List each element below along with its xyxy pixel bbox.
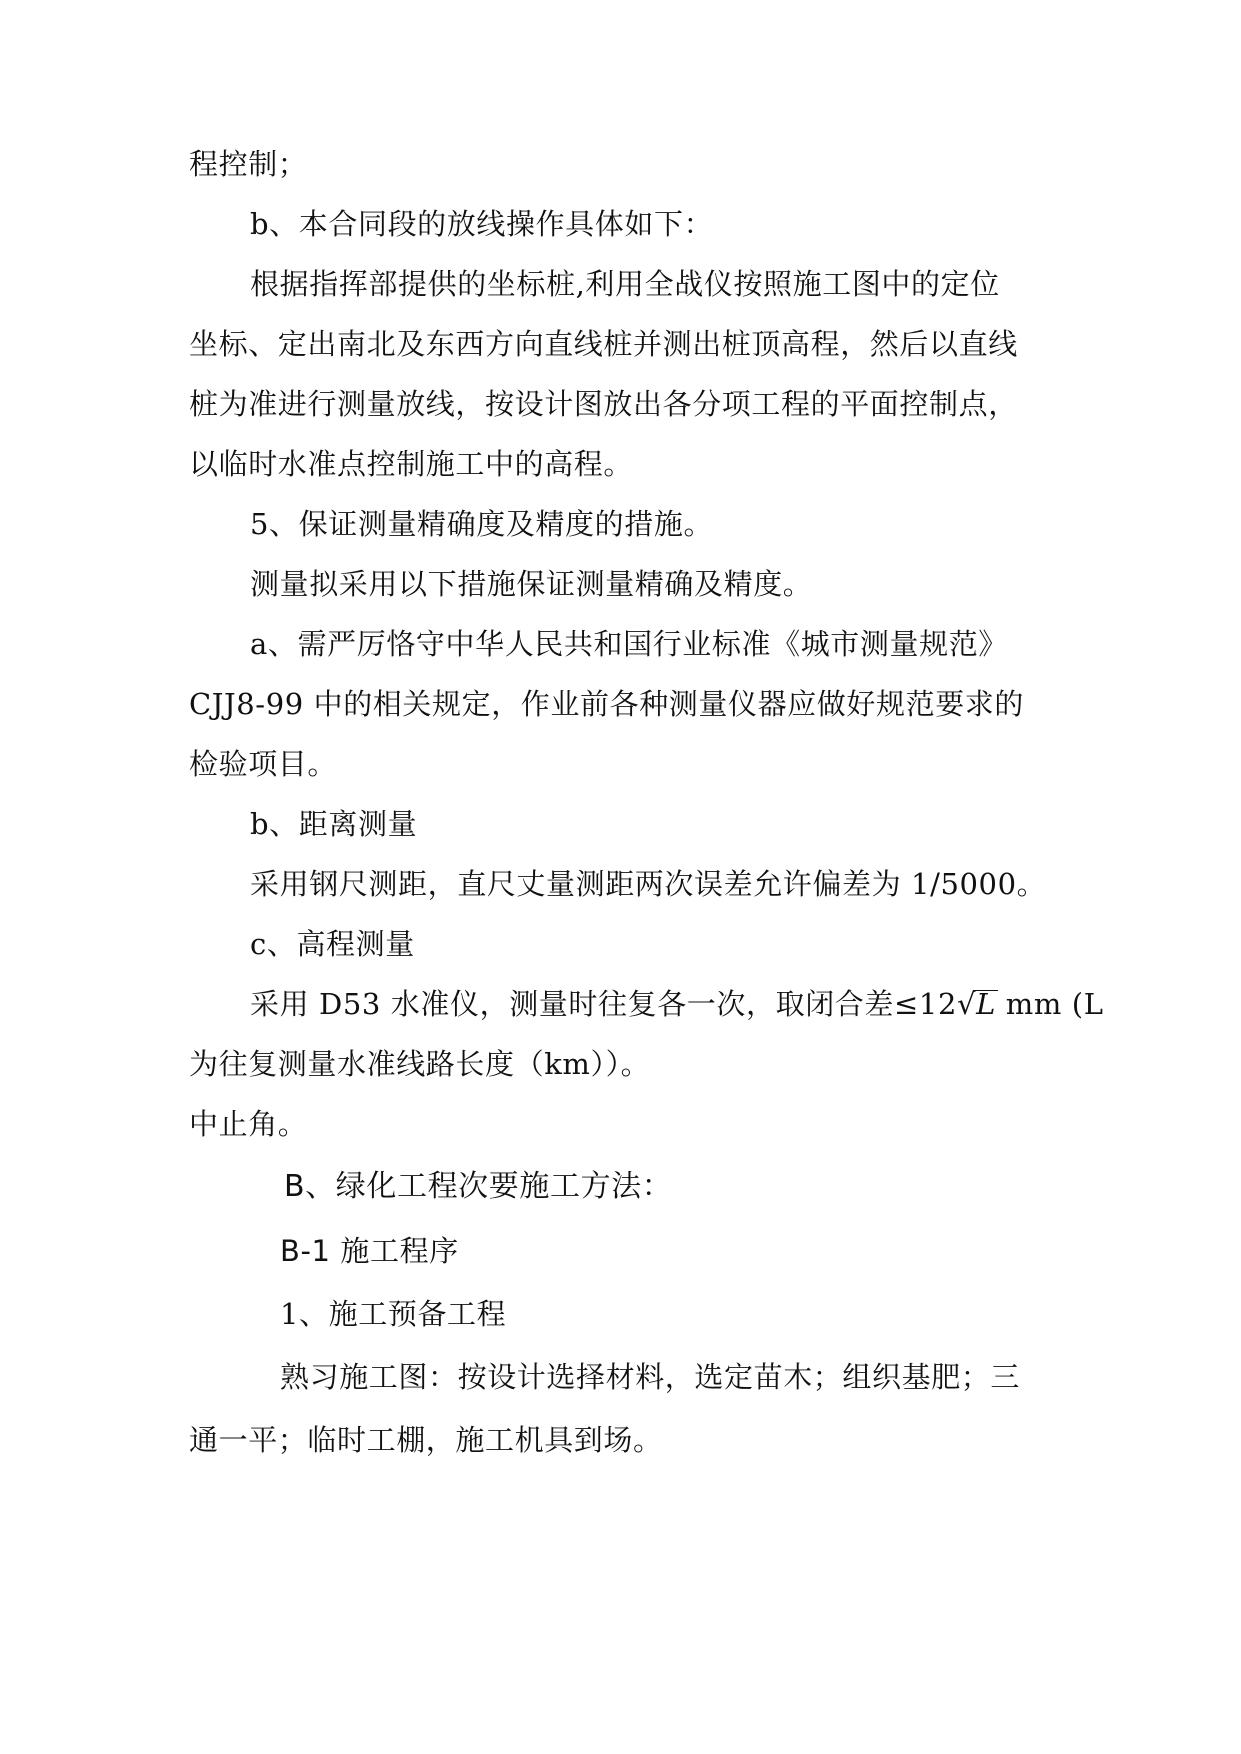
square-root-symbol [957,985,996,1023]
section-heading: B、绿化工程次要施工方法： [284,1169,673,1204]
text-line: 坐标、定出南北及东西方向直线桩并测出桩顶高程，然后以直线 [189,327,1018,361]
text-line: b、距离测量 [250,807,418,841]
subsection-heading: B-1 施工程序 [280,1234,459,1268]
text-line: b、本合同段的放线操作具体如下： [250,207,714,241]
text-line: 程控制； [189,147,308,181]
radical-vinculum [973,990,998,991]
text-line: 为往复测量水准线路长度（km））。 [189,1047,651,1081]
text-line: 根据指挥部提供的坐标桩,利用全战仪按照施工图中的定位 [250,267,1000,301]
formula-variable: L [976,987,996,1021]
text-line: CJJ8-99 中的相关规定，作业前各种测量仪器应做好规范要求的 [189,687,1025,721]
text-line: 熟习施工图：按设计选择材料，选定苗木；组织基肥；三 [280,1360,1021,1394]
text-line: 通一平；临时工棚，施工机具到场。 [189,1423,663,1457]
text-line: 采用钢尺测距，直尺丈量测距两次误差允许偏差为 1/5000。 [250,867,1047,901]
text-line: a、需严厉恪守中华人民共和国行业标准《城市测量规范》 [250,627,1008,661]
text-line: 1、施工预备工程 [280,1297,507,1331]
formula-text-before: 采用 D53 水准仪，测量时往复各一次，取闭合差≤12 [250,987,957,1021]
text-line: 中止角。 [189,1107,308,1141]
formula-line [250,985,1104,1023]
radical-sign: √ [957,987,977,1021]
text-line: 检验项目。 [189,747,338,781]
text-line: 测量拟采用以下措施保证测量精确及精度。 [250,567,813,601]
text-line: 5、保证测量精确度及精度的措施。 [250,507,714,541]
formula-text-after: mm (L [995,987,1104,1021]
text-line: 桩为准进行测量放线，按设计图放出各分项工程的平面控制点， [189,387,1018,421]
text-line: c、高程测量 [250,927,415,961]
text-line: 以临时水准点控制施工中的高程。 [189,447,634,481]
